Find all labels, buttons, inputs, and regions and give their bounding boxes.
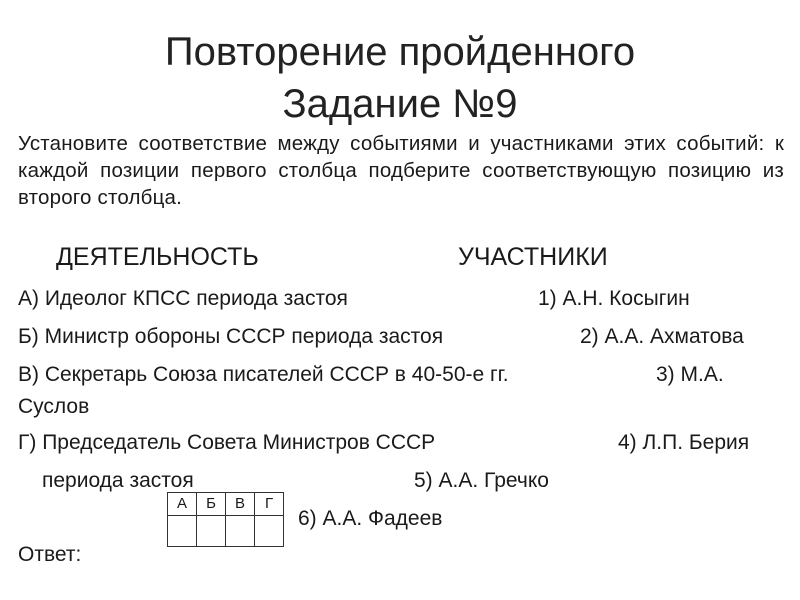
answer-table <box>167 492 284 547</box>
answer-cell-d[interactable] <box>255 516 284 547</box>
participant-4: 4) Л.П. Берия <box>618 431 750 454</box>
activity-d: Г) Председатель Совета Министров СССР <box>18 431 436 454</box>
participant-6: 6) А.А. Фадеев <box>298 507 443 530</box>
header-participants: УЧАСТНИКИ <box>458 243 608 271</box>
answer-cell-c[interactable] <box>226 516 255 547</box>
slide-title-line2: Задание №9 <box>282 82 518 126</box>
answer-letter-c: В <box>226 493 255 516</box>
answer-table-header-row <box>168 493 284 516</box>
answer-table-input-row <box>168 516 284 547</box>
answer-label: Ответ: <box>18 543 82 566</box>
header-activity: ДЕЯТЕЛЬНОСТЬ <box>56 243 259 271</box>
participant-3: 3) М.А. <box>656 363 724 386</box>
answer-cell-b[interactable] <box>197 516 226 547</box>
participant-5: 5) А.А. Гречко <box>414 469 549 492</box>
answer-letter-a: А <box>168 493 197 516</box>
activity-b: Б) Министр обороны СССР периода застоя <box>18 325 444 348</box>
activity-c: В) Секретарь Союза писателей СССР в 40-50-е гг. <box>18 363 509 386</box>
task-instruction: Установите соответствие между событиями и участниками этих событий: к каждой позиции первого столбца подберите соответствующую позицию из второго столбца. <box>18 132 784 209</box>
answer-cell-a[interactable] <box>168 516 197 547</box>
participant-3-continued: Суслов <box>18 395 90 418</box>
answer-letter-d: Г <box>255 493 284 516</box>
activity-a: А) Идеолог КПСС периода застоя <box>18 287 348 310</box>
activity-d-continued: периода застоя <box>42 469 194 492</box>
participant-2: 2) А.А. Ахматова <box>580 325 744 348</box>
slide-title-line1: Повторение пройденного <box>164 30 636 74</box>
answer-letter-b: Б <box>197 493 226 516</box>
participant-1: 1) А.Н. Косыгин <box>538 287 690 310</box>
